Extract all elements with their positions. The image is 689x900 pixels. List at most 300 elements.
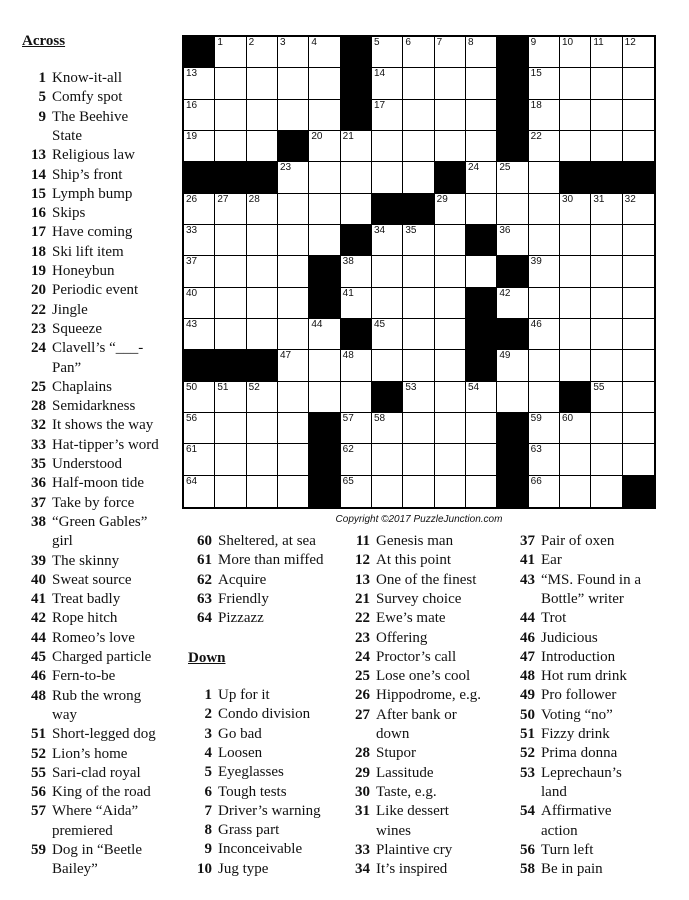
grid-cell[interactable] [623,225,654,256]
grid-cell[interactable] [623,382,654,413]
grid-block [184,350,215,381]
grid-cell[interactable] [247,476,278,507]
across-heading: Across [22,33,66,49]
grid-cell[interactable] [623,444,654,475]
grid-cell[interactable] [247,37,278,68]
clue-text: Take by force [52,494,135,511]
grid-cell[interactable] [372,37,403,68]
grid-cell[interactable] [591,68,622,99]
grid-cell[interactable] [560,37,591,68]
clue-number: 50 [520,706,535,723]
grid-cell[interactable] [278,319,309,350]
clue-text: way [52,706,77,723]
grid-cell[interactable] [184,288,215,319]
grid-cell[interactable] [341,444,372,475]
clue-number: 13 [355,571,370,588]
clue-text: Tough tests [218,783,287,800]
grid-block [341,68,372,99]
grid-cell[interactable] [529,162,560,193]
grid-cell[interactable] [435,131,466,162]
grid-block [560,382,591,413]
clue-number: 60 [197,533,212,549]
grid-cell[interactable] [529,68,560,99]
grid-cell[interactable] [278,413,309,444]
grid-cell[interactable] [341,162,372,193]
grid-cell[interactable] [215,444,246,475]
clue-text: Pizzazz [218,610,264,627]
grid-cell[interactable] [560,256,591,287]
clue-text: Comfy spot [52,89,123,106]
grid-cell[interactable] [215,194,246,225]
clue-number: 46 [31,668,46,685]
grid-cell[interactable] [623,131,654,162]
grid-cell[interactable] [215,225,246,256]
grid-cell[interactable] [372,68,403,99]
clue-number: 27 [355,706,370,723]
cell-number: 63 [530,444,542,456]
clue-text: Fern-to-be [52,668,116,685]
grid-cell[interactable] [591,288,622,319]
grid-cell[interactable] [403,256,434,287]
grid-cell[interactable] [403,413,434,444]
grid-cell[interactable] [215,256,246,287]
grid-cell[interactable] [466,162,497,193]
clue-number: 18 [31,243,46,260]
grid-cell[interactable] [560,194,591,225]
cell-number: 27 [217,193,229,205]
grid-cell[interactable] [309,162,340,193]
clue-number: 36 [31,475,46,492]
grid-cell[interactable] [560,413,591,444]
cell-number: 3 [280,37,286,48]
grid-cell[interactable] [529,100,560,131]
clue-number: 14 [31,166,46,183]
clue-text: Hot rum drink [541,668,627,685]
grid-cell[interactable] [623,37,654,68]
grid-cell[interactable] [623,413,654,444]
grid-cell[interactable] [529,319,560,350]
clue-text: The skinny [52,552,120,569]
clue-text: Sari-clad royal [52,764,141,781]
grid-cell[interactable] [435,194,466,225]
grid-cell[interactable] [529,382,560,413]
grid-cell[interactable] [591,256,622,287]
grid-block [497,444,528,475]
grid-cell[interactable] [403,476,434,507]
clue-text: wines [376,822,411,839]
grid-cell[interactable] [591,382,622,413]
grid-cell[interactable] [497,162,528,193]
grid-cell[interactable] [591,225,622,256]
clue-number: 45 [31,649,46,665]
grid-cell[interactable] [529,350,560,381]
grid-cell[interactable] [372,319,403,350]
grid-cell[interactable] [247,288,278,319]
grid-cell[interactable] [215,476,246,507]
clue-number: 4 [204,744,212,761]
grid-cell[interactable] [247,444,278,475]
clue-number: 56 [31,784,46,801]
clue-text: Romeo’s love [52,629,135,646]
cell-number: 54 [468,381,480,393]
grid-cell[interactable] [247,68,278,99]
grid-cell[interactable] [497,194,528,225]
grid-cell[interactable] [529,256,560,287]
clue-text: Lose one’s cool [376,668,471,685]
grid-cell[interactable] [278,68,309,99]
grid-cell[interactable] [309,37,340,68]
grid-cell[interactable] [309,131,340,162]
grid-cell[interactable] [372,225,403,256]
grid-block [497,37,528,68]
grid-cell[interactable] [184,131,215,162]
down-heading: Down [188,650,226,666]
grid-block [466,350,497,381]
grid-cell[interactable] [247,131,278,162]
grid-cell[interactable] [623,194,654,225]
clue-text: Pair of oxen [541,533,615,549]
cell-number: 29 [436,193,448,205]
grid-cell[interactable] [403,350,434,381]
grid-cell[interactable] [184,382,215,413]
clue-number: 35 [31,456,46,472]
clue-text: Semidarkness [52,398,136,415]
clue-text: “MS. Found in a [541,571,642,588]
clue-number: 10 [197,860,212,877]
clue-text: One of the finest [376,571,477,588]
grid-cell[interactable] [529,37,560,68]
clue-text: Short-legged dog [52,726,156,743]
grid-cell[interactable] [341,256,372,287]
clue-number: 49 [520,687,535,704]
cell-number: 38 [342,256,354,268]
grid-cell[interactable] [497,288,528,319]
grid-cell[interactable] [372,444,403,475]
clue-text: Bailey” [52,861,98,878]
grid-cell[interactable] [560,476,591,507]
grid-cell[interactable] [403,162,434,193]
grid-cell[interactable] [591,350,622,381]
clue-number: 25 [355,668,370,685]
grid-cell[interactable] [372,100,403,131]
grid-cell[interactable] [372,476,403,507]
grid-cell[interactable] [309,100,340,131]
grid-cell[interactable] [184,476,215,507]
grid-cell[interactable] [215,413,246,444]
clue-number: 22 [355,610,370,627]
cell-number: 8 [468,37,474,48]
grid-cell[interactable] [184,413,215,444]
cell-number: 25 [499,162,511,174]
grid-cell[interactable] [215,68,246,99]
grid-cell[interactable] [560,288,591,319]
clue-text: action [541,822,578,839]
grid-cell[interactable] [215,131,246,162]
clue-number: 37 [520,533,535,549]
grid-cell[interactable] [309,225,340,256]
grid-cell[interactable] [184,319,215,350]
grid-cell[interactable] [278,100,309,131]
grid-cell[interactable] [623,100,654,131]
cell-number: 20 [311,131,323,142]
grid-cell[interactable] [403,225,434,256]
grid-cell[interactable] [372,350,403,381]
grid-cell[interactable] [435,225,466,256]
grid-cell[interactable] [435,288,466,319]
clue-text: Driver’s warning [218,802,321,819]
grid-cell[interactable] [435,444,466,475]
grid-cell[interactable] [403,382,434,413]
clue-number: 41 [31,591,46,608]
grid-cell[interactable] [309,382,340,413]
grid-cell[interactable] [184,444,215,475]
clue-text: Sheltered, at sea [218,533,316,549]
grid-cell[interactable] [466,131,497,162]
grid-cell[interactable] [591,413,622,444]
grid-cell[interactable] [341,350,372,381]
grid-cell[interactable] [529,288,560,319]
cell-number: 57 [342,413,354,424]
grid-cell[interactable] [560,350,591,381]
grid-cell[interactable] [403,131,434,162]
cell-number: 62 [342,444,354,456]
grid-cell[interactable] [403,288,434,319]
clue-text: Understood [52,456,122,472]
grid-cell[interactable] [560,319,591,350]
grid-cell[interactable] [278,350,309,381]
cell-number: 65 [342,475,354,487]
clue-number: 20 [31,282,46,299]
grid-cell[interactable] [529,194,560,225]
grid-block [497,319,528,350]
clue-number: 23 [31,320,46,337]
grid-cell[interactable] [591,319,622,350]
grid-cell[interactable] [466,256,497,287]
grid-cell[interactable] [466,476,497,507]
grid-cell[interactable] [497,382,528,413]
grid-cell[interactable] [247,100,278,131]
grid-cell[interactable] [372,162,403,193]
grid-cell[interactable] [278,476,309,507]
clue-text: Introduction [541,648,616,665]
grid-cell[interactable] [247,194,278,225]
cell-number: 10 [562,37,574,48]
grid-cell[interactable] [466,100,497,131]
cell-number: 41 [342,287,354,299]
grid-block [466,225,497,256]
cell-number: 1 [217,37,223,48]
grid-cell[interactable] [341,131,372,162]
grid-cell[interactable] [435,319,466,350]
clue-text: Have coming [52,224,133,241]
cell-number: 15 [530,68,542,80]
grid-cell[interactable] [591,444,622,475]
grid-cell[interactable] [184,225,215,256]
grid-cell[interactable] [278,162,309,193]
grid-cell[interactable] [435,413,466,444]
grid-cell[interactable] [560,444,591,475]
grid-cell[interactable] [215,382,246,413]
grid-cell[interactable] [247,382,278,413]
clue-text: Skips [52,205,86,222]
clue-number: 48 [31,687,46,704]
clue-number: 47 [520,648,535,665]
grid-cell[interactable] [529,131,560,162]
grid-cell[interactable] [215,100,246,131]
grid-cell[interactable] [497,225,528,256]
grid-cell[interactable] [278,194,309,225]
clue-text: Clavell’s “___- [52,340,144,357]
clue-text: land [541,783,567,800]
grid-cell[interactable] [529,444,560,475]
clue-text: down [376,726,410,742]
grid-cell[interactable] [623,288,654,319]
clue-text: Jingle [52,301,88,318]
cell-number: 13 [186,68,198,80]
clue-number: 33 [31,436,46,453]
grid-cell[interactable] [591,131,622,162]
clue-text: Genesis man [376,533,454,549]
grid-cell[interactable] [341,194,372,225]
grid-cell[interactable] [278,37,309,68]
clue-text: Grass part [218,822,280,839]
cell-number: 52 [248,381,260,393]
grid-cell[interactable] [372,131,403,162]
clue-number: 61 [197,552,212,569]
grid-cell[interactable] [466,382,497,413]
grid-cell[interactable] [435,100,466,131]
grid-cell[interactable] [466,68,497,99]
cell-number: 33 [186,225,198,236]
grid-cell[interactable] [278,444,309,475]
clue-text: Inconceivable [218,841,303,858]
clue-number: 42 [31,610,46,627]
cell-number: 39 [530,256,542,268]
grid-block [184,162,215,193]
grid-cell[interactable] [184,100,215,131]
grid-cell[interactable] [278,225,309,256]
grid-cell[interactable] [529,476,560,507]
clue-number: 46 [520,629,535,646]
grid-block [623,162,654,193]
grid-cell[interactable] [466,413,497,444]
grid-cell[interactable] [278,256,309,287]
grid-block [497,256,528,287]
cell-number: 24 [468,162,480,174]
grid-cell[interactable] [309,350,340,381]
clue-text: Ewe’s mate [376,610,446,627]
grid-cell[interactable] [623,68,654,99]
grid-cell[interactable] [372,288,403,319]
grid-cell[interactable] [309,194,340,225]
grid-cell[interactable] [623,256,654,287]
grid-cell[interactable] [341,413,372,444]
clue-text: Religious law [52,147,135,164]
grid-cell[interactable] [560,131,591,162]
grid-cell[interactable] [435,37,466,68]
grid-cell[interactable] [341,476,372,507]
grid-cell[interactable] [623,319,654,350]
grid-cell[interactable] [560,68,591,99]
clue-text: Lassitude [376,764,434,781]
cell-number: 56 [186,413,198,424]
grid-cell[interactable] [591,194,622,225]
grid-cell[interactable] [435,68,466,99]
clue-text: Ski lift item [52,243,124,260]
grid-cell[interactable] [184,256,215,287]
grid-cell[interactable] [403,444,434,475]
clue-number: 41 [520,552,535,569]
grid-block [372,194,403,225]
grid-cell[interactable] [341,288,372,319]
clue-number: 5 [204,764,212,781]
grid-cell[interactable] [403,37,434,68]
grid-cell[interactable] [215,288,246,319]
grid-cell[interactable] [435,256,466,287]
clue-number: 39 [31,552,46,569]
clue-number: 38 [31,513,46,530]
grid-cell[interactable] [215,319,246,350]
grid-cell[interactable] [466,444,497,475]
clue-number: 15 [31,185,46,202]
grid-cell[interactable] [372,256,403,287]
grid-cell[interactable] [403,100,434,131]
clue-number: 5 [38,89,46,106]
clue-number: 13 [31,147,46,164]
grid-cell[interactable] [529,225,560,256]
grid-cell[interactable] [560,100,591,131]
grid-cell[interactable] [435,476,466,507]
grid-cell[interactable] [435,350,466,381]
grid-cell[interactable] [309,319,340,350]
cell-number: 36 [499,225,511,236]
clue-number: 26 [355,687,370,704]
clue-text: Pan” [52,359,82,376]
grid-cell[interactable] [403,319,434,350]
grid-cell[interactable] [403,68,434,99]
grid-cell[interactable] [341,382,372,413]
clue-number: 12 [355,552,370,569]
grid-cell[interactable] [466,37,497,68]
grid-cell[interactable] [623,350,654,381]
clue-number: 37 [31,494,46,511]
grid-cell[interactable] [591,37,622,68]
grid-cell[interactable] [247,413,278,444]
grid-cell[interactable] [184,68,215,99]
grid-cell[interactable] [247,225,278,256]
clue-text: Bottle” writer [541,590,624,607]
clue-number: 40 [31,571,46,588]
grid-cell[interactable] [309,68,340,99]
grid-cell[interactable] [372,413,403,444]
cell-number: 42 [499,287,511,299]
grid-cell[interactable] [591,476,622,507]
grid-cell[interactable] [215,37,246,68]
grid-cell[interactable] [435,382,466,413]
grid-cell[interactable] [184,194,215,225]
grid-cell[interactable] [529,413,560,444]
grid-cell[interactable] [497,350,528,381]
grid-cell[interactable] [247,319,278,350]
grid-cell[interactable] [278,288,309,319]
grid-cell[interactable] [466,194,497,225]
grid-cell[interactable] [278,382,309,413]
grid-cell[interactable] [247,256,278,287]
grid-cell[interactable] [560,225,591,256]
clue-number: 34 [355,861,370,878]
grid-cell[interactable] [591,100,622,131]
clue-number: 7 [204,802,212,819]
